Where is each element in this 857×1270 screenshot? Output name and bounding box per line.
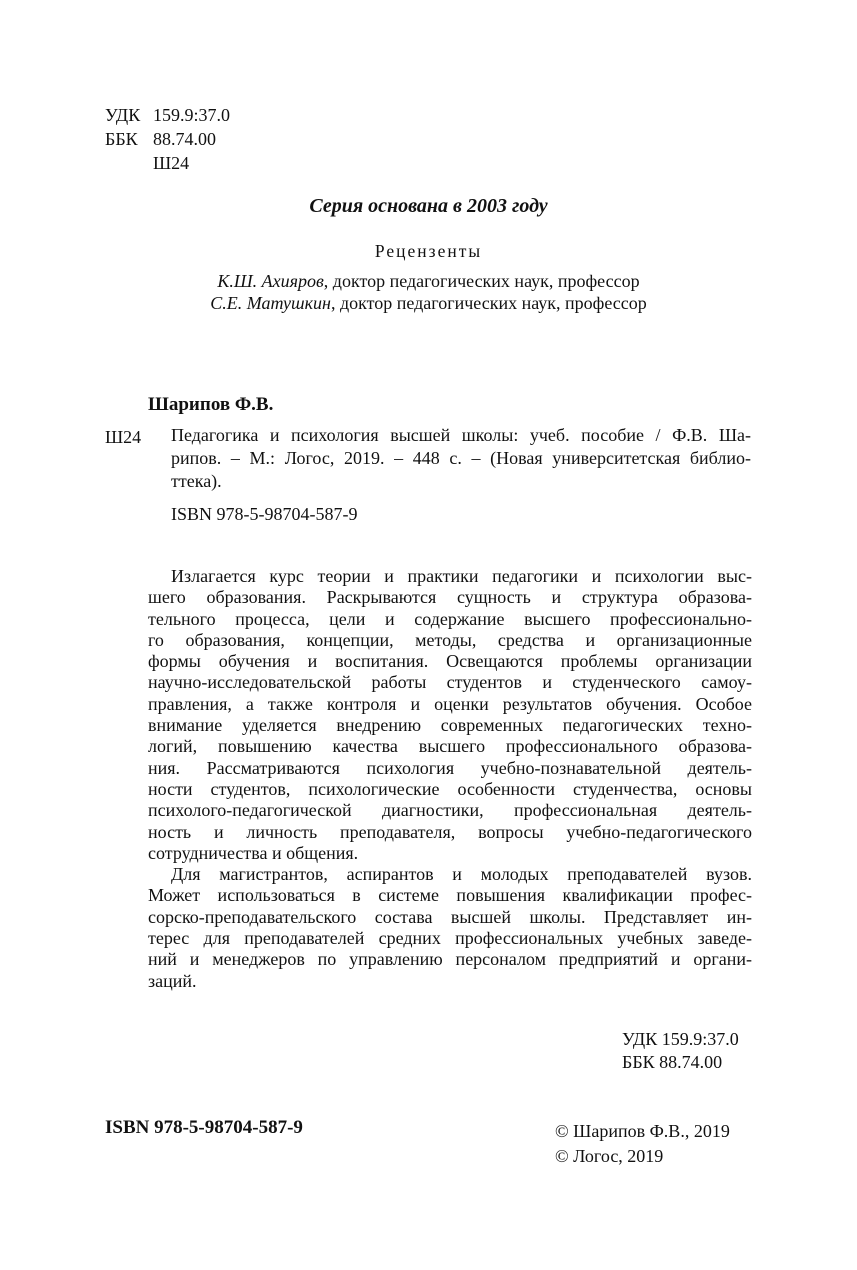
classification-codes bbox=[105, 103, 230, 175]
copyright-author: © Шарипов Ф.В., 2019 bbox=[555, 1121, 730, 1141]
abstract-line: шего образования. Раскрываются сущность и структура образова- bbox=[148, 587, 752, 608]
bibliographic-description bbox=[171, 424, 751, 493]
bib-line: рипов. – М.: Логос, 2019. – 448 с. – (Новая университетская библио- bbox=[171, 448, 751, 468]
abstract-line: ность и личность преподавателя, вопросы учебно-педагогического bbox=[148, 821, 752, 842]
author-mark: Ш24 bbox=[153, 153, 190, 173]
abstract-line: научно-исследовательской работы студентов и студенческого самоу- bbox=[148, 672, 752, 693]
copyright-block bbox=[555, 1119, 730, 1169]
isbn-entry: ISBN 978-5-98704-587-9 bbox=[171, 504, 358, 524]
udk-value: 159.9:37.0 bbox=[153, 105, 231, 125]
footer-bbk: ББК 88.74.00 bbox=[622, 1052, 723, 1072]
abstract-line: сорско-преподавательского состава высшей школы. Представляет ин- bbox=[148, 906, 752, 927]
abstract bbox=[148, 566, 752, 992]
bbk-label: ББК bbox=[105, 129, 138, 149]
bbk-row bbox=[105, 127, 230, 151]
abstract-line: ния. Рассматриваются психология учебно-познавательной деятель- bbox=[148, 757, 752, 778]
reviewer-1 bbox=[0, 271, 857, 292]
abstract-line: го образования, концепции, методы, средства и организационные bbox=[148, 629, 752, 650]
footer-isbn: ISBN 978-5-98704-587-9 bbox=[105, 1117, 303, 1138]
series-note: Серия основана в 2003 году bbox=[309, 195, 548, 217]
abstract-line: заций. bbox=[148, 970, 197, 991]
abstract-line: ний и менеджеров по управлению персоналом предприятий и органи- bbox=[148, 949, 752, 970]
book-author: Шарипов Ф.В. bbox=[148, 394, 274, 415]
udk-label: УДК bbox=[105, 105, 141, 125]
abstract-line: логий, повышению качества высшего профессионального образова- bbox=[148, 736, 752, 757]
reviewer-1-description: , доктор педагогических наук, профессор bbox=[323, 271, 640, 291]
reviewers-title: Рецензенты bbox=[374, 241, 483, 261]
copyright-publisher: © Логос, 2019 bbox=[555, 1146, 664, 1166]
abstract-line: терес для преподавателей средних профессиональных учебных заведе- bbox=[148, 928, 752, 949]
abstract-line: сотрудничества и общения. bbox=[148, 842, 359, 863]
bib-line: Педагогика и психология высшей школы: учеб. пособие / Ф.В. Ша- bbox=[171, 425, 751, 445]
abstract-line: психолого-педагогической диагностики, профессиональная деятель- bbox=[148, 800, 752, 821]
footer-classification bbox=[622, 1028, 739, 1074]
reviewer-2-name: С.Е. Матушкин bbox=[210, 293, 331, 313]
bbk-value: 88.74.00 bbox=[153, 129, 216, 149]
reviewer-2-description: , доктор педагогических наук, профессор bbox=[330, 293, 647, 313]
abstract-line: тельного процесса, цели и содержание высшего профессионально- bbox=[148, 608, 752, 629]
udk-row bbox=[105, 103, 230, 127]
catalog-mark: Ш24 bbox=[105, 427, 142, 447]
abstract-line: Для магистрантов, аспирантов и молодых преподавателей вузов. bbox=[171, 864, 752, 885]
abstract-line: внимание уделяется внедрению современных педагогических техно- bbox=[148, 715, 752, 736]
footer-udk: УДК 159.9:37.0 bbox=[622, 1029, 739, 1049]
abstract-line: правления, а также контроля и оценки результатов обучения. Особое bbox=[148, 693, 752, 714]
abstract-line: Излагается курс теории и практики педагогики и психологии выс- bbox=[171, 566, 752, 586]
reviewer-2 bbox=[0, 293, 857, 314]
abstract-line: формы обучения и воспитания. Освещаются проблемы организации bbox=[148, 651, 752, 672]
abstract-line: ности студентов, психологические особенности студенчества, основы bbox=[148, 778, 752, 799]
bib-line: ттека). bbox=[171, 471, 222, 491]
reviewer-1-name: К.Ш. Ахияров bbox=[217, 271, 324, 291]
abstract-line: Может использоваться в системе повышения квалификации профес- bbox=[148, 885, 752, 906]
